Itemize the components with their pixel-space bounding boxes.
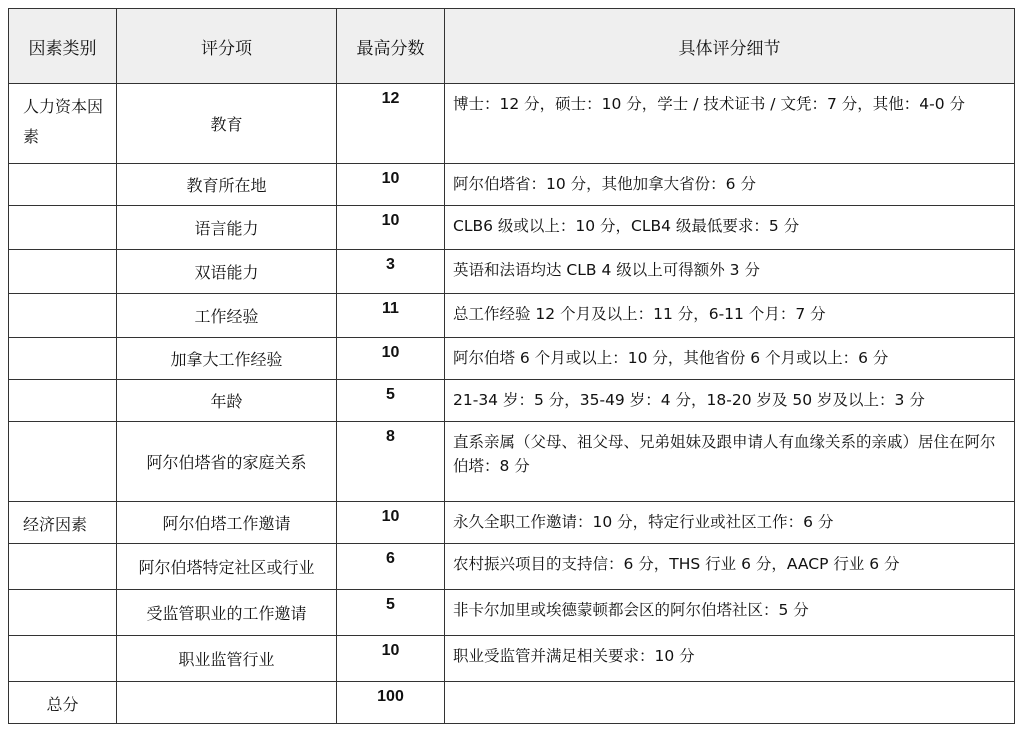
table-row [9, 544, 1015, 590]
category-cell [9, 544, 117, 590]
detail-cell: 农村振兴项目的支持信：6 分，THS 行业 6 分，AACP 行业 6 分 [445, 544, 1015, 590]
detail-cell: CLB6 级或以上：10 分，CLB4 级最低要求：5 分 [445, 206, 1015, 250]
table-row [9, 590, 1015, 636]
item-cell: 教育所在地 [117, 164, 337, 206]
item-cell: 教育 [117, 84, 337, 164]
header-category: 因素类别 [9, 9, 117, 84]
category-cell [9, 294, 117, 338]
table-row [9, 338, 1015, 380]
category-cell [9, 338, 117, 380]
detail-cell: 阿尔伯塔省：10 分，其他加拿大省份：6 分 [445, 164, 1015, 206]
header-max-score: 最高分数 [337, 9, 445, 84]
max-score-cell: 5 [337, 380, 445, 422]
category-cell [9, 590, 117, 636]
detail-cell: 阿尔伯塔 6 个月或以上：10 分，其他省份 6 个月或以上：6 分 [445, 338, 1015, 380]
detail-cell: 职业受监管并满足相关要求：10 分 [445, 636, 1015, 682]
item-cell: 年龄 [117, 380, 337, 422]
detail-cell: 英语和法语均达 CLB 4 级以上可得额外 3 分 [445, 250, 1015, 294]
max-score-cell: 3 [337, 250, 445, 294]
detail-cell: 博士：12 分，硕士：10 分，学士 / 技术证书 / 文凭：7 分，其他：4-0 分 [445, 84, 1015, 164]
total-score-cell: 100 [337, 682, 445, 724]
scoring-table [8, 8, 1015, 724]
category-cell [9, 250, 117, 294]
item-cell: 职业监管行业 [117, 636, 337, 682]
table-row [9, 250, 1015, 294]
table-row-total [9, 682, 1015, 724]
item-cell: 阿尔伯塔工作邀请 [117, 502, 337, 544]
table-row [9, 84, 1015, 164]
table-row [9, 502, 1015, 544]
max-score-cell: 10 [337, 164, 445, 206]
max-score-cell: 8 [337, 422, 445, 502]
category-cell [9, 636, 117, 682]
table-row [9, 164, 1015, 206]
max-score-cell: 10 [337, 206, 445, 250]
max-score-cell: 12 [337, 84, 445, 164]
item-cell: 双语能力 [117, 250, 337, 294]
category-cell: 经济因素 [9, 502, 117, 544]
max-score-cell: 5 [337, 590, 445, 636]
category-cell [9, 164, 117, 206]
item-cell: 加拿大工作经验 [117, 338, 337, 380]
header-item: 评分项 [117, 9, 337, 84]
max-score-cell: 10 [337, 502, 445, 544]
detail-cell: 总工作经验 12 个月及以上：11 分，6-11 个月：7 分 [445, 294, 1015, 338]
table-row [9, 294, 1015, 338]
detail-cell: 非卡尔加里或埃德蒙顿都会区的阿尔伯塔社区：5 分 [445, 590, 1015, 636]
item-cell: 阿尔伯塔省的家庭关系 [117, 422, 337, 502]
table-row [9, 380, 1015, 422]
detail-cell: 永久全职工作邀请：10 分，特定行业或社区工作：6 分 [445, 502, 1015, 544]
category-cell [9, 380, 117, 422]
header-detail: 具体评分细节 [445, 9, 1015, 84]
detail-cell: 21-34 岁：5 分，35-49 岁：4 分，18-20 岁及 50 岁及以上：3 分 [445, 380, 1015, 422]
table-row [9, 422, 1015, 502]
item-cell [117, 682, 337, 724]
max-score-cell: 10 [337, 338, 445, 380]
max-score-cell: 10 [337, 636, 445, 682]
detail-cell: 直系亲属（父母、祖父母、兄弟姐妹及跟申请人有血缘关系的亲戚）居住在阿尔伯塔：8 分 [445, 422, 1015, 502]
category-cell: 人力资本因素 [9, 84, 117, 164]
max-score-cell: 6 [337, 544, 445, 590]
total-label-cell: 总分 [9, 682, 117, 724]
table-row [9, 206, 1015, 250]
table-header-row [9, 9, 1015, 84]
item-cell: 工作经验 [117, 294, 337, 338]
category-cell [9, 422, 117, 502]
category-cell [9, 206, 117, 250]
item-cell: 受监管职业的工作邀请 [117, 590, 337, 636]
detail-cell [445, 682, 1015, 724]
table-row [9, 636, 1015, 682]
item-cell: 阿尔伯塔特定社区或行业 [117, 544, 337, 590]
max-score-cell: 11 [337, 294, 445, 338]
item-cell: 语言能力 [117, 206, 337, 250]
